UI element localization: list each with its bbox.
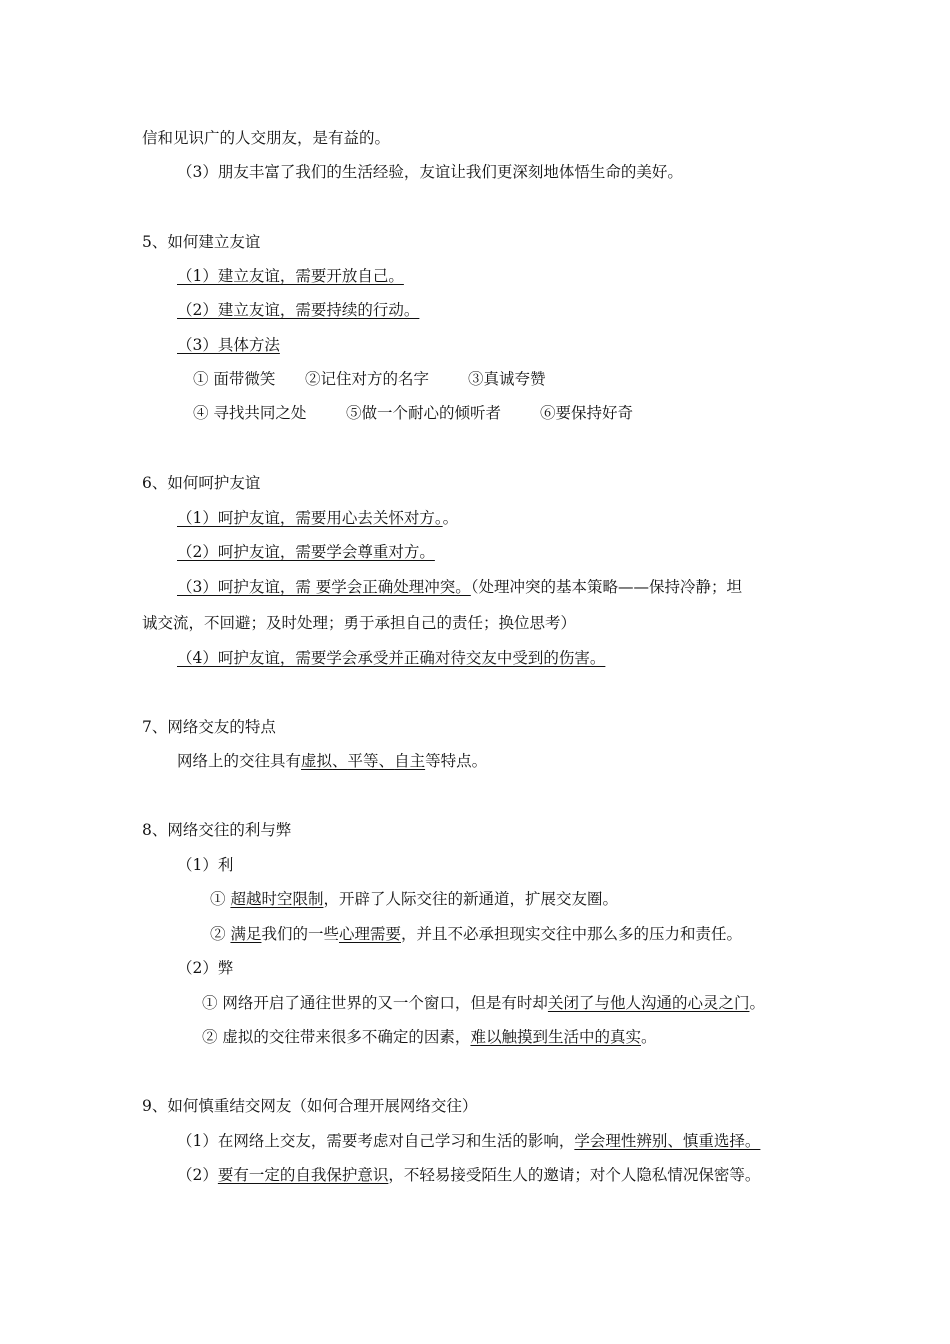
- underlined-text: [301, 752, 425, 770]
- keyword: 自主: [394, 752, 426, 770]
- method-item: ③真诚夸赞: [468, 370, 546, 388]
- underlined-text: 学会理性辨别、慎重选择。: [574, 1132, 761, 1150]
- method-item: ②记住对方的名字: [305, 370, 430, 388]
- underlined-text: 心理需要: [338, 925, 401, 943]
- underlined-text: 要有一定的自我保护意识: [217, 1166, 389, 1184]
- text: 等特点。: [425, 752, 488, 770]
- separator: 、: [378, 752, 395, 770]
- point: [177, 1165, 760, 1185]
- con-item: [202, 993, 765, 1013]
- section-title: 5、如何建立友谊: [142, 233, 261, 251]
- note-continued: 诚交流，不回避；及时处理；勇于承担自己的责任；换位思考）: [142, 614, 577, 632]
- text: ，开辟了人际交往的新通道，扩展交友圈。: [323, 890, 618, 908]
- number: ①: [210, 890, 226, 908]
- point: [177, 577, 742, 597]
- method-item: ⑥要保持好奇: [540, 404, 634, 422]
- underlined-text: 难以触摸到生活中的真实: [470, 1028, 641, 1046]
- pro-item: [210, 889, 618, 909]
- section-title: 6、如何呵护友谊: [142, 474, 261, 492]
- text: （1）在网络上交友，需要考虑对自己学习和生活的影响，: [177, 1132, 575, 1150]
- pro-item: [210, 924, 742, 944]
- section-title: 7、网络交友的特点: [142, 718, 276, 736]
- point: [177, 1131, 760, 1151]
- text: ① 网络开启了通往世界的又一个窗口，但是有时却: [202, 994, 548, 1012]
- separator: 、: [332, 752, 348, 770]
- text: 。: [640, 1028, 657, 1046]
- paragraph: [177, 751, 487, 771]
- section-title: 8、网络交往的利与弊: [142, 821, 292, 839]
- method-item: ④ 寻找共同之处: [193, 404, 307, 422]
- underlined-text: 关闭了与他人沟通的心灵之门: [547, 994, 750, 1012]
- sub-heading: （2）弊: [177, 959, 234, 977]
- point: [177, 508, 458, 528]
- underlined-text: 满足: [230, 925, 262, 943]
- point: （4）呵护友谊，需要学会承受并正确对待交友中受到的伤害。: [177, 649, 606, 667]
- text: ，不轻易接受陌生人的邀请；对个人隐私情况保密等。: [388, 1166, 761, 1184]
- text: 我们的一些: [261, 925, 339, 943]
- keyword: 虚拟: [301, 752, 333, 770]
- paragraph: （3）朋友丰富了我们的生活经验，友谊让我们更深刻地体悟生命的美好。: [177, 163, 683, 181]
- keyword: 平等: [347, 752, 379, 770]
- note: （处理冲突的基本策略——保持冷静；坦: [470, 578, 743, 596]
- point: （2）建立友谊，需要持续的行动。: [177, 301, 420, 319]
- section-title: 9、如何慎重结交网友（如何合理开展网络交往）: [142, 1097, 478, 1115]
- text: （2）: [177, 1166, 218, 1184]
- trailing-mark: 。: [442, 509, 459, 527]
- underlined-text: （3）呵护友谊，需 要学会正确处理冲突。: [177, 578, 471, 596]
- method-item: ① 面带微笑: [193, 370, 276, 388]
- point: （2）呵护友谊，需要学会尊重对方。: [177, 543, 435, 561]
- point: （3）具体方法: [177, 336, 280, 354]
- method-item: ⑤做一个耐心的倾听者: [346, 404, 502, 422]
- text: 网络上的交往具有: [177, 752, 302, 770]
- text: ② 虚拟的交往带来很多不确定的因素，: [202, 1028, 471, 1046]
- paragraph: 信和见识广的人交朋友，是有益的。: [142, 129, 391, 147]
- text: ，并且不必承担现实交往中那么多的压力和责任。: [401, 925, 743, 943]
- text: 。: [749, 994, 765, 1012]
- sub-heading: （1）利: [177, 856, 234, 874]
- underlined-text: （1）呵护友谊，需要用心去关怀对方。: [177, 509, 443, 527]
- underlined-text: 超越时空限制: [230, 890, 324, 908]
- point: （1）建立友谊，需要开放自己。: [177, 267, 404, 285]
- con-item: [202, 1027, 656, 1047]
- number: ②: [210, 925, 226, 943]
